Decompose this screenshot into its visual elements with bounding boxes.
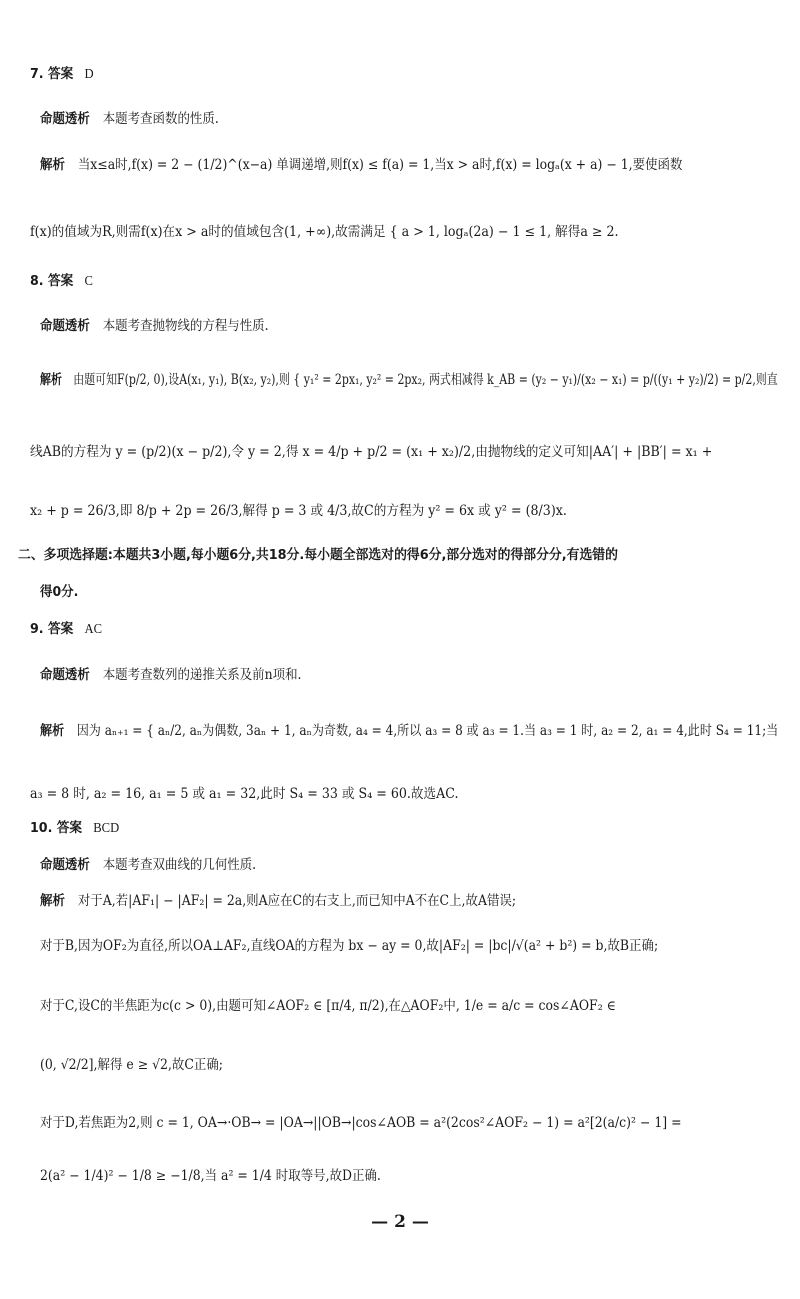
q8-intent <box>40 316 741 336</box>
q8-head: 8. 答案 <box>30 273 74 289</box>
q7-solution-line-2 <box>30 222 750 242</box>
q10-solution-text-1: 对于A,若|AF₁| − |AF₂| = 2a,则A应在C的右支上,而已知中A不在C上,故A错误; <box>77 893 517 909</box>
page-number: — 2 — <box>371 1212 429 1232</box>
q8-intent-tag: 命题透析 <box>40 318 90 334</box>
q10-answer: BCD <box>93 820 120 835</box>
q9-solution-line-1 <box>40 721 779 741</box>
q8-intent-text: 本题考查抛物线的方程与性质. <box>102 318 269 334</box>
q10-solution-line-5 <box>40 1113 741 1133</box>
q8-solution-text-3: x₂ + p = 26/3,即 8/p + 2p = 26/3,解得 p = 3 或 4/3,故C的方程为 y² = 6x 或 y² = (8/3)x. <box>30 503 567 519</box>
q10-intent-tag: 命题透析 <box>40 857 90 873</box>
q10-head: 10. 答案 <box>30 820 83 836</box>
section-2-heading-line-2: 得0分. <box>40 584 79 600</box>
q9-answer: AC <box>84 621 102 636</box>
q8-solution-line-1 <box>40 370 778 390</box>
q7-intent-tag: 命题透析 <box>40 111 90 127</box>
section-2-heading <box>18 545 761 565</box>
q9-solution-text-1: 因为 aₙ₊₁ = { aₙ/2, aₙ为偶数, 3aₙ + 1, aₙ为奇数, a₄ = 4,所以 a₃ = 8 或 a₃ = 1.当 a₃ = 1 时, a₂ = 2, a₁ = 4,此时 S₄ = 11;当 <box>76 723 779 739</box>
q8-solution-text-2: 线AB的方程为 y = (p/2)(x − p/2),令 y = 2,得 x = 4/p + p/2 = (x₁ + x₂)/2,由抛物线的定义可知|AA′| + |BB′| = x₁ + <box>30 444 713 460</box>
section-2-heading-line-2-row <box>40 582 741 602</box>
q9-solution-label: 解析 <box>40 723 65 739</box>
q10-solution-line-3 <box>40 996 741 1016</box>
q8-solution-line-3 <box>30 501 750 521</box>
q10-solution-line-1 <box>40 891 741 911</box>
q10-solution-label: 解析 <box>40 893 65 909</box>
q7-answer: D <box>84 66 94 81</box>
q7-head: 7. 答案 <box>30 66 74 82</box>
q9-intent-text: 本题考查数列的递推关系及前n项和. <box>102 667 302 683</box>
q10-header <box>30 818 750 838</box>
q9-solution-line-2 <box>30 784 750 804</box>
q10-solution-line-6 <box>40 1166 741 1186</box>
q10-solution-text-2: 对于B,因为OF₂为直径,所以OA⊥AF₂,直线OA的方程为 bx − ay = 0,故|AF₂| = |bc|/√(a² + b²) = b,故B正确; <box>40 938 659 954</box>
q10-solution-text-5: 对于D,若焦距为2,则 c = 1, OA→·OB→ = |OA→||OB→|cos∠AOB = a²(2cos²∠AOF₂ − 1) = a²[2(a/c)² − 1] = <box>40 1115 682 1131</box>
q8-answer: C <box>84 273 93 288</box>
q10-solution-line-4 <box>40 1055 741 1075</box>
section-2-heading-line-1: 二、多项选择题:本题共3小题,每小题6分,共18分.每小题全部选对的得6分,部分选对的得部分分,有选错的 <box>18 547 618 563</box>
q7-solution-label: 解析 <box>40 157 65 173</box>
q7-intent <box>40 109 741 129</box>
q8-solution-label: 解析 <box>40 372 62 388</box>
q9-head: 9. 答案 <box>30 621 74 637</box>
q10-solution-text-6: 2(a² − 1/4)² − 1/8 ≥ −1/8,当 a² = 1/4 时取等号,故D正确. <box>40 1168 381 1184</box>
q7-solution-text-2: f(x)的值域为R,则需f(x)在x > a时的值域包含(1, +∞),故需满足 { a > 1, logₐ(2a) − 1 ≤ 1, 解得a ≥ 2. <box>30 224 619 240</box>
q9-intent-tag: 命题透析 <box>40 667 90 683</box>
q7-solution-line-1 <box>40 155 741 175</box>
q7-solution-text-1: 当x≤a时,f(x) = 2 − (1/2)^(x−a) 单调递增,则f(x) ≤ f(a) = 1,当x > a时,f(x) = logₐ(x + a) − 1,要使函数 <box>77 157 683 173</box>
q7-header <box>30 64 750 84</box>
q8-solution-line-2 <box>30 442 750 462</box>
q10-intent-text: 本题考查双曲线的几何性质. <box>102 857 257 873</box>
q9-header <box>30 619 750 639</box>
q10-solution-text-3: 对于C,设C的半焦距为c(c > 0),由题可知∠AOF₂ ∈ [π/4, π/2),在△AOF₂中, 1/e = a/c = cos∠AOF₂ ∈ <box>40 998 616 1014</box>
q10-solution-text-4: (0, √2/2],解得 e ≥ √2,故C正确; <box>40 1057 224 1073</box>
q9-intent <box>40 665 741 685</box>
q8-header <box>30 271 750 291</box>
q10-intent <box>40 855 741 875</box>
q10-solution-line-2 <box>40 936 741 956</box>
q7-intent-text: 本题考查函数的性质. <box>102 111 219 127</box>
q9-solution-text-2: a₃ = 8 时, a₂ = 16, a₁ = 5 或 a₁ = 32,此时 S₄ = 33 或 S₄ = 60.故选AC. <box>30 786 459 802</box>
q8-solution-text-1: 由题可知F(p/2, 0),设A(x₁, y₁), B(x₂, y₂),则 { y₁² = 2px₁, y₂² = 2px₂, 两式相减得 k_AB = (y₂ − y₁)/(x₂ − x₁) = p/((y₁ + y₂)/2) = p/2,则直 <box>73 372 778 388</box>
